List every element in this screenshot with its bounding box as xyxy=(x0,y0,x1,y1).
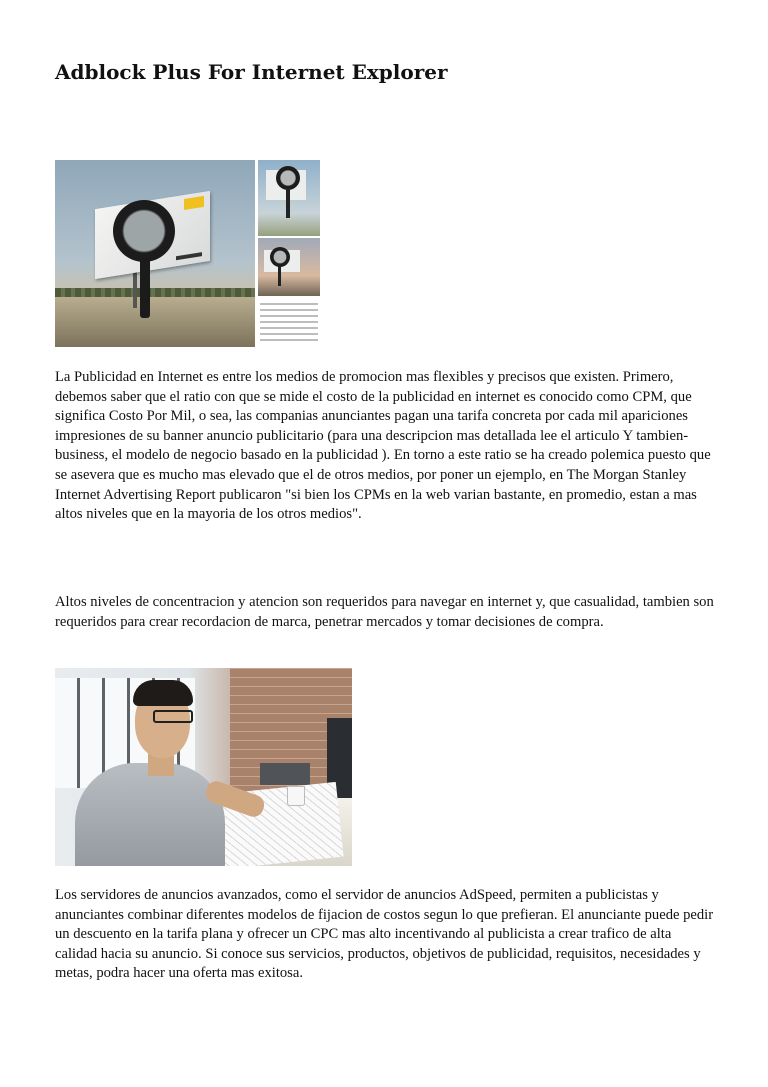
paragraph-cpm: La Publicidad en Internet es entre los medios de promocion mas flexibles y precisos que existen. Primero, debemos saber que el ratio con que se mide el costo de la publicidad en internet es conocido como CPM, que significa Costo Por Mil, o sea, las companias anunciantes pagan una tarifa concreta por cada mil apariciones impresiones de su banner anuncio publicitario (para una descripcion mas detallada lee el articulo Y tambien-business, el modelo de negocio basado en la publicidad ). En torno a este ratio se ha creado polemica puesto que se asevera que es mucho mas elevado que el de otros medios, por poner un ejemplo, en The Morgan Stanley Internet Advertising Report publicaron "si bien los CPMs en la web varian bastante, en promedio, estan a mas altos niveles que en la mayoria de los otros medios". xyxy=(55,369,711,523)
page-title: Adblock Plus For Internet Explorer xyxy=(55,60,448,84)
billboard-caption-text-image xyxy=(258,299,320,347)
paragraph-ad-servers: Los servidores de anuncios avanzados, como el servidor de anuncios AdSpeed, permiten a publicistas y anunciantes combinar diferentes modelos de fijacion de costos segun lo que prefieran. El anunciante puede pedir un descuento en la tarifa plana y ofrecer un CPC mas alto incentivando al publicista a crear trafico de alta calidad hacia su anuncio. Si conoce sus servicios, productos, objetivos de publicidad, requisitos, necesidades y metas, podra hacer una oferta mas exitosa. xyxy=(55,887,714,982)
billboard-thumb-day xyxy=(258,160,320,236)
billboard-collage-image xyxy=(55,160,320,347)
paragraph-attention: Altos niveles de concentracion y atencion son requeridos para navegar en internet y, que casualidad, tambien son requeridos para crear recordacion de marca, penetrar mercados y tomar decisiones de compra. xyxy=(55,594,714,630)
man-at-desk-image xyxy=(55,668,352,866)
billboard-thumb-dusk xyxy=(258,238,320,296)
billboard-main-photo xyxy=(55,160,255,347)
